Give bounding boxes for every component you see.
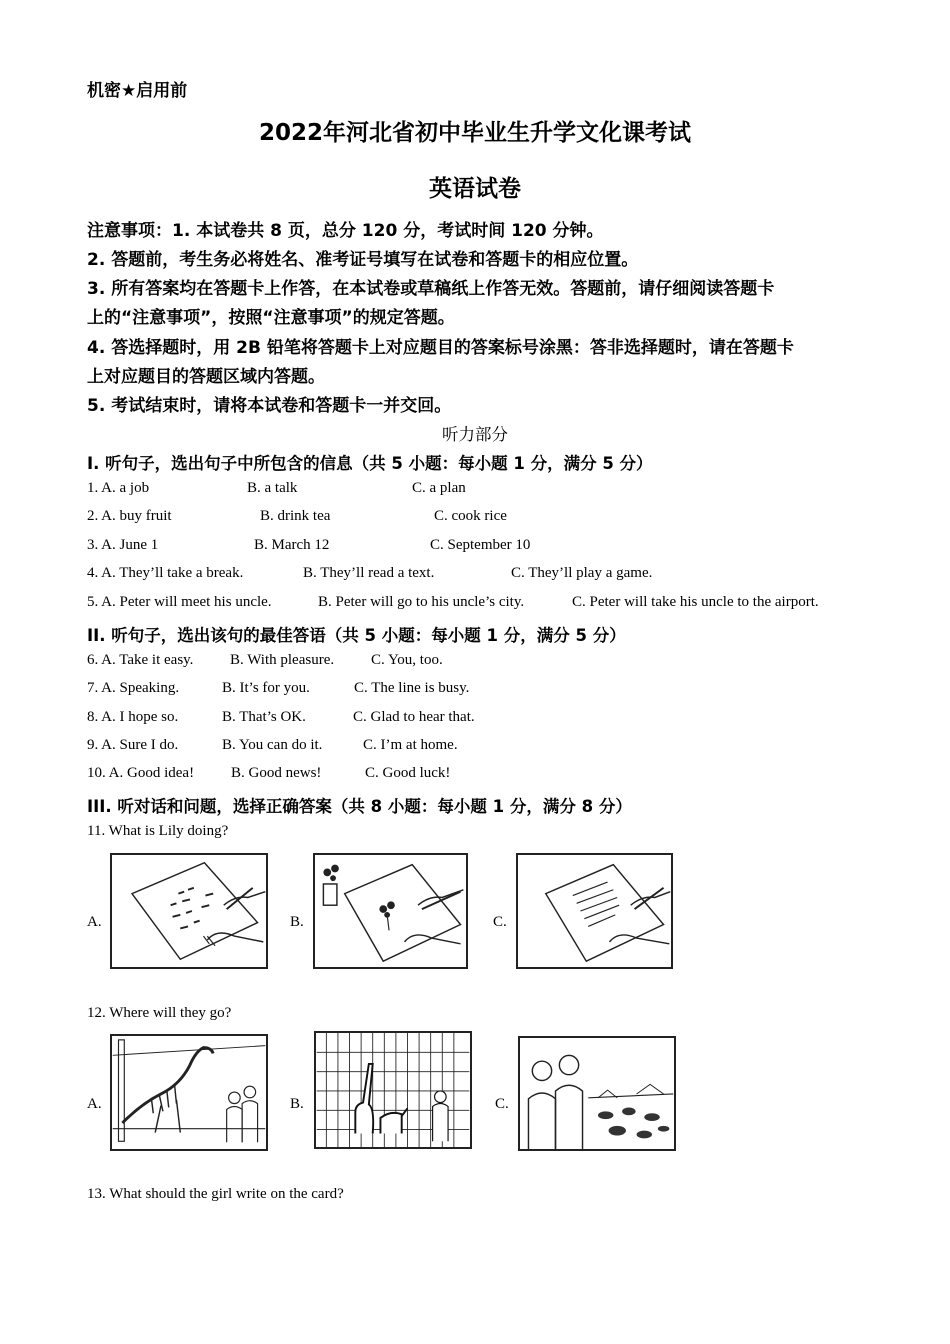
q11-picture-a-writing-numbers xyxy=(110,853,268,969)
q12-label-a: A. xyxy=(87,1096,102,1112)
writing-hand-icon xyxy=(112,855,266,967)
q1-option-b: B. a talk xyxy=(247,480,298,496)
q2-option-c: C. cook rice xyxy=(434,508,507,524)
q11-label-a: A. xyxy=(87,914,102,930)
q9-option-b: B. You can do it. xyxy=(222,737,323,753)
q3-option-b: B. March 12 xyxy=(254,537,330,553)
exam-title: 2022年河北省初中毕业生升学文化课考试 xyxy=(258,120,691,146)
q13-question: 13. What should the girl write on the card? xyxy=(87,1186,344,1202)
q11-picture-b-drawing-flowers xyxy=(313,853,468,969)
q6-option-c: C. You, too. xyxy=(371,652,443,668)
q5-option-b: B. Peter will go to his uncle’s city. xyxy=(318,594,525,610)
q12-picture-c-farm xyxy=(518,1036,676,1151)
q11-picture-c-writing-letter xyxy=(516,853,673,969)
q10-option-a: 10. A. Good idea! xyxy=(87,765,195,781)
q12-picture-b-zoo xyxy=(314,1031,472,1149)
q10-option-b: B. Good news! xyxy=(231,765,322,781)
q11-label-c: C. xyxy=(493,914,507,930)
q9-option-a: 9. A. Sure I do. xyxy=(87,737,179,753)
farm-animals-icon xyxy=(520,1038,674,1149)
q6-option-a: 6. A. Take it easy. xyxy=(87,652,194,668)
q9-option-c: C. I’m at home. xyxy=(363,737,458,753)
q12-picture-a-museum xyxy=(110,1034,268,1151)
q8-option-a: 8. A. I hope so. xyxy=(87,709,179,725)
confidential-label: 机密★启用前 xyxy=(87,81,188,101)
drawing-flowers-icon xyxy=(315,855,466,967)
q4-option-c: C. They’ll play a game. xyxy=(511,565,653,581)
zoo-giraffe-icon xyxy=(316,1033,470,1147)
q11-label-b: B. xyxy=(290,914,304,930)
q4-option-a: 4. A. They’ll take a break. xyxy=(87,565,244,581)
q2-option-a: 2. A. buy fruit xyxy=(87,508,172,524)
q12-question: 12. Where will they go? xyxy=(87,1005,232,1021)
section3-title: III. 听对话和问题，选择正确答案（共 8 小题：每小题 1 分，满分 8 分） xyxy=(87,797,632,816)
q7-option-c: C. The line is busy. xyxy=(354,680,470,696)
q6-option-b: B. With pleasure. xyxy=(230,652,335,668)
q8-option-c: C. Glad to hear that. xyxy=(353,709,475,725)
exam-subtitle: 英语试卷 xyxy=(429,176,521,202)
q10-option-c: C. Good luck! xyxy=(365,765,451,781)
note-line-5: 4. 答选择题时，用 2B 铅笔将答题卡上对应题目的答案标号涂黑：答非选择题时，请在答题卡 xyxy=(87,338,794,358)
q11-question: 11. What is Lily doing? xyxy=(87,823,229,839)
note-line-4: 上的“注意事项”，按照“注意事项”的规定答题。 xyxy=(87,308,455,328)
part-title: 听力部分 xyxy=(442,425,508,444)
q5-option-a: 5. A. Peter will meet his uncle. xyxy=(87,594,272,610)
note-line-7: 5. 考试结束时，请将本试卷和答题卡一并交回。 xyxy=(87,396,452,416)
note-line-3: 3. 所有答案均在答题卡上作答，在本试卷或草稿纸上作答无效。答题前，请仔细阅读答题卡 xyxy=(87,279,775,299)
q12-label-b: B. xyxy=(290,1096,304,1112)
q5-option-c: C. Peter will take his uncle to the airport. xyxy=(572,594,819,610)
q3-option-a: 3. A. June 1 xyxy=(87,537,159,553)
note-line-6: 上对应题目的答题区域内答题。 xyxy=(87,367,325,387)
note-line-1: 注意事项：1. 本试卷共 8 页，总分 120 分，考试时间 120 分钟。 xyxy=(87,221,604,241)
section1-title: Ⅰ. 听句子，选出句子中所包含的信息（共 5 小题：每小题 1 分，满分 5 分） xyxy=(87,454,653,473)
q8-option-b: B. That’s OK. xyxy=(222,709,306,725)
q1-option-c: C. a plan xyxy=(412,480,466,496)
section2-title: II. 听句子，选出该句的最佳答语（共 5 小题：每小题 1 分，满分 5 分） xyxy=(87,626,626,645)
q1-option-a: 1. A. a job xyxy=(87,480,150,496)
q12-label-c: C. xyxy=(495,1096,509,1112)
writing-letter-icon xyxy=(518,855,671,967)
dinosaur-skeleton-icon xyxy=(112,1036,266,1149)
q2-option-b: B. drink tea xyxy=(260,508,331,524)
q7-option-b: B. It’s for you. xyxy=(222,680,310,696)
q3-option-c: C. September 10 xyxy=(430,537,531,553)
q7-option-a: 7. A. Speaking. xyxy=(87,680,180,696)
note-line-2: 2. 答题前，考生务必将姓名、准考证号填写在试卷和答题卡的相应位置。 xyxy=(87,250,639,270)
q4-option-b: B. They’ll read a text. xyxy=(303,565,435,581)
